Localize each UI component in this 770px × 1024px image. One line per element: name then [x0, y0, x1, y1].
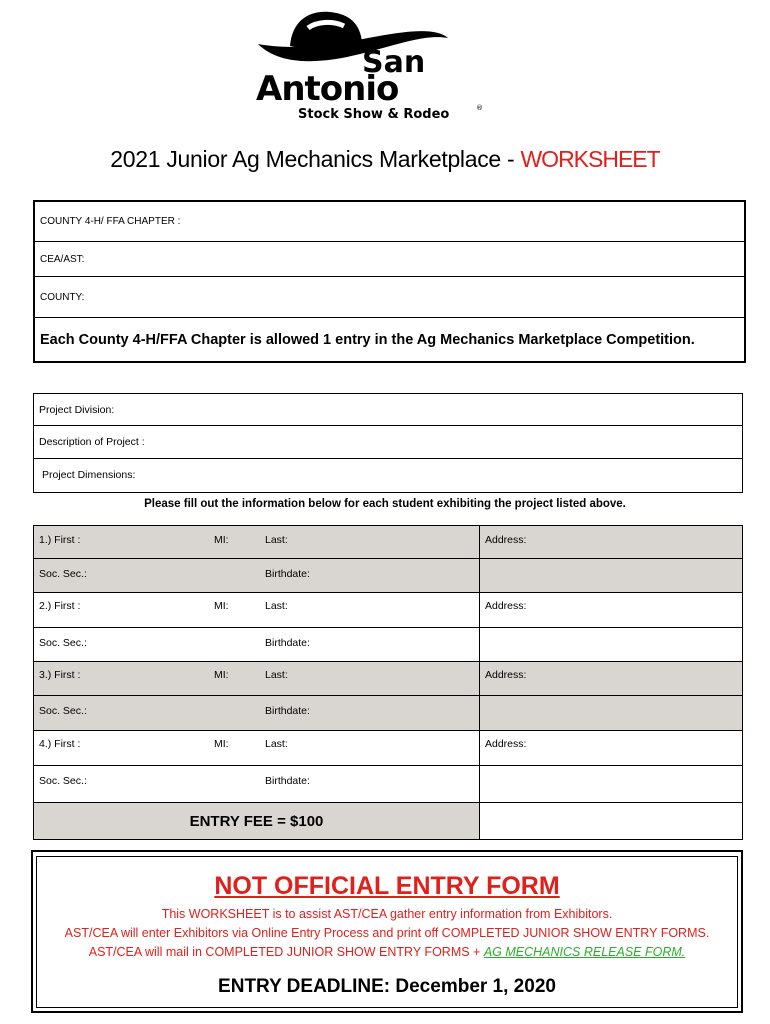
student-1-address-cell[interactable]: [480, 526, 742, 558]
chapter-field[interactable]: [35, 202, 744, 242]
student-4-first-label: 4.) First :: [39, 738, 81, 750]
student-1-ssn-label: Soc. Sec.:: [39, 568, 87, 580]
student-3-ssn-label: Soc. Sec.:: [39, 705, 87, 717]
student-2-address-line2[interactable]: [480, 628, 742, 661]
student-1-name-row: [34, 526, 742, 559]
project-description-field[interactable]: [34, 426, 742, 459]
student-4-name-cell: [34, 731, 480, 765]
student-4-birthdate-label: Birthdate:: [265, 775, 310, 787]
student-4-info-cell: [34, 766, 480, 802]
student-1-last-label: Last:: [265, 534, 288, 546]
student-1-address-line2[interactable]: [480, 559, 742, 592]
title-highlight: WORKSHEET: [520, 146, 660, 172]
student-2-name-cell: [34, 593, 480, 627]
notice-line-3: [37, 943, 737, 962]
student-1-info-cell: [34, 559, 480, 592]
student-4-last-label: Last:: [265, 738, 288, 750]
project-description-label: Description of Project :: [39, 436, 145, 448]
san-antonio-logo: [250, 6, 490, 124]
student-1-first-label: 1.) First :: [39, 534, 81, 546]
student-2-name-row: [34, 593, 742, 628]
student-4-address-cell[interactable]: [480, 731, 742, 765]
student-1-info-row: [34, 559, 742, 593]
county-info-box: [33, 200, 746, 363]
notice-title: NOT OFFICIAL ENTRY FORM: [214, 872, 560, 900]
student-3-name-row: [34, 662, 742, 696]
notice-line-3-text: AST/CEA will mail in COMPLETED JUNIOR SHOW ENTRY FORMS +: [88, 945, 484, 959]
student-3-first-label: 3.) First :: [39, 669, 81, 681]
county-field[interactable]: [35, 277, 744, 318]
student-2-info-row: [34, 628, 742, 662]
students-table: [33, 525, 743, 840]
notice-line-2: AST/CEA will enter Exhibitors via Online Entry Process and print off COMPLETED JUNIOR SHOW ENTRY FORMS.: [64, 926, 710, 940]
release-form-link[interactable]: AG MECHANICS RELEASE FORM.: [483, 945, 686, 959]
student-3-info-cell: [34, 696, 480, 730]
student-1-mi-label: MI:: [214, 534, 229, 546]
student-3-birthdate-label: Birthdate:: [265, 705, 310, 717]
entry-fee-row: [34, 803, 742, 839]
student-1-birthdate-label: Birthdate:: [265, 568, 310, 580]
student-4-address-line2[interactable]: [480, 766, 742, 802]
project-dimensions-label: Project Dimensions:: [42, 469, 136, 481]
instruction-text: Please fill out the information below for each student exhibiting the project listed above.: [144, 498, 626, 510]
project-division-label: Project Division:: [39, 403, 115, 416]
project-info-box: [33, 393, 743, 493]
student-3-mi-label: MI:: [214, 669, 229, 681]
student-2-ssn-label: Soc. Sec.:: [39, 637, 87, 649]
project-division-field[interactable]: [34, 394, 742, 426]
student-3-address-cell[interactable]: [480, 662, 742, 695]
student-3-info-row: [34, 696, 742, 731]
entry-limit-text: Each County 4-H/FFA Chapter is allowed 1 entry in the Ag Mechanics Marketplace Competition.: [40, 331, 695, 348]
chapter-label: COUNTY 4-H/ FFA CHAPTER :: [40, 216, 181, 227]
student-2-address-label: Address:: [485, 600, 527, 612]
logo-registered-mark: ®: [476, 104, 483, 112]
student-2-birthdate-label: Birthdate:: [265, 637, 310, 649]
student-4-address-label: Address:: [485, 738, 527, 750]
student-2-last-label: Last:: [265, 600, 288, 612]
entry-deadline: ENTRY DEADLINE: December 1, 2020: [218, 976, 556, 997]
student-3-address-line2[interactable]: [480, 696, 742, 730]
student-4-mi-label: MI:: [214, 738, 229, 750]
logo-line-antonio: Antonio: [256, 69, 399, 109]
cea-field[interactable]: [35, 242, 744, 277]
notice-box: [36, 856, 738, 1008]
entry-limit-note: [35, 318, 744, 361]
entry-fee-label: ENTRY FEE = $100: [189, 812, 324, 830]
county-label: COUNTY:: [40, 291, 85, 303]
student-3-address-label: Address:: [485, 669, 527, 681]
entry-fee-cell: [34, 803, 480, 839]
student-2-first-label: 2.) First :: [39, 600, 81, 612]
student-3-last-label: Last:: [265, 669, 288, 681]
logo-line-san: San: [362, 45, 426, 80]
student-1-name-cell: [34, 526, 480, 558]
student-3-name-cell: [34, 662, 480, 695]
student-2-address-cell[interactable]: [480, 593, 742, 627]
student-4-info-row: [34, 766, 742, 803]
student-4-ssn-label: Soc. Sec.:: [39, 775, 87, 787]
page-title: [0, 146, 770, 173]
entry-fee-blank-cell: [480, 803, 742, 839]
notice-line-1: This WORKSHEET is to assist AST/CEA gather entry information from Exhibitors.: [161, 907, 613, 921]
student-4-name-row: [34, 731, 742, 766]
logo-line-stockshow: Stock Show & Rodeo: [298, 107, 450, 122]
student-2-mi-label: MI:: [214, 600, 229, 612]
project-dimensions-field[interactable]: [34, 459, 742, 491]
student-2-info-cell: [34, 628, 480, 661]
student-1-address-label: Address:: [485, 534, 527, 546]
title-main: 2021 Junior Ag Mechanics Marketplace -: [110, 146, 521, 172]
cea-label: CEA/AST:: [40, 253, 85, 265]
